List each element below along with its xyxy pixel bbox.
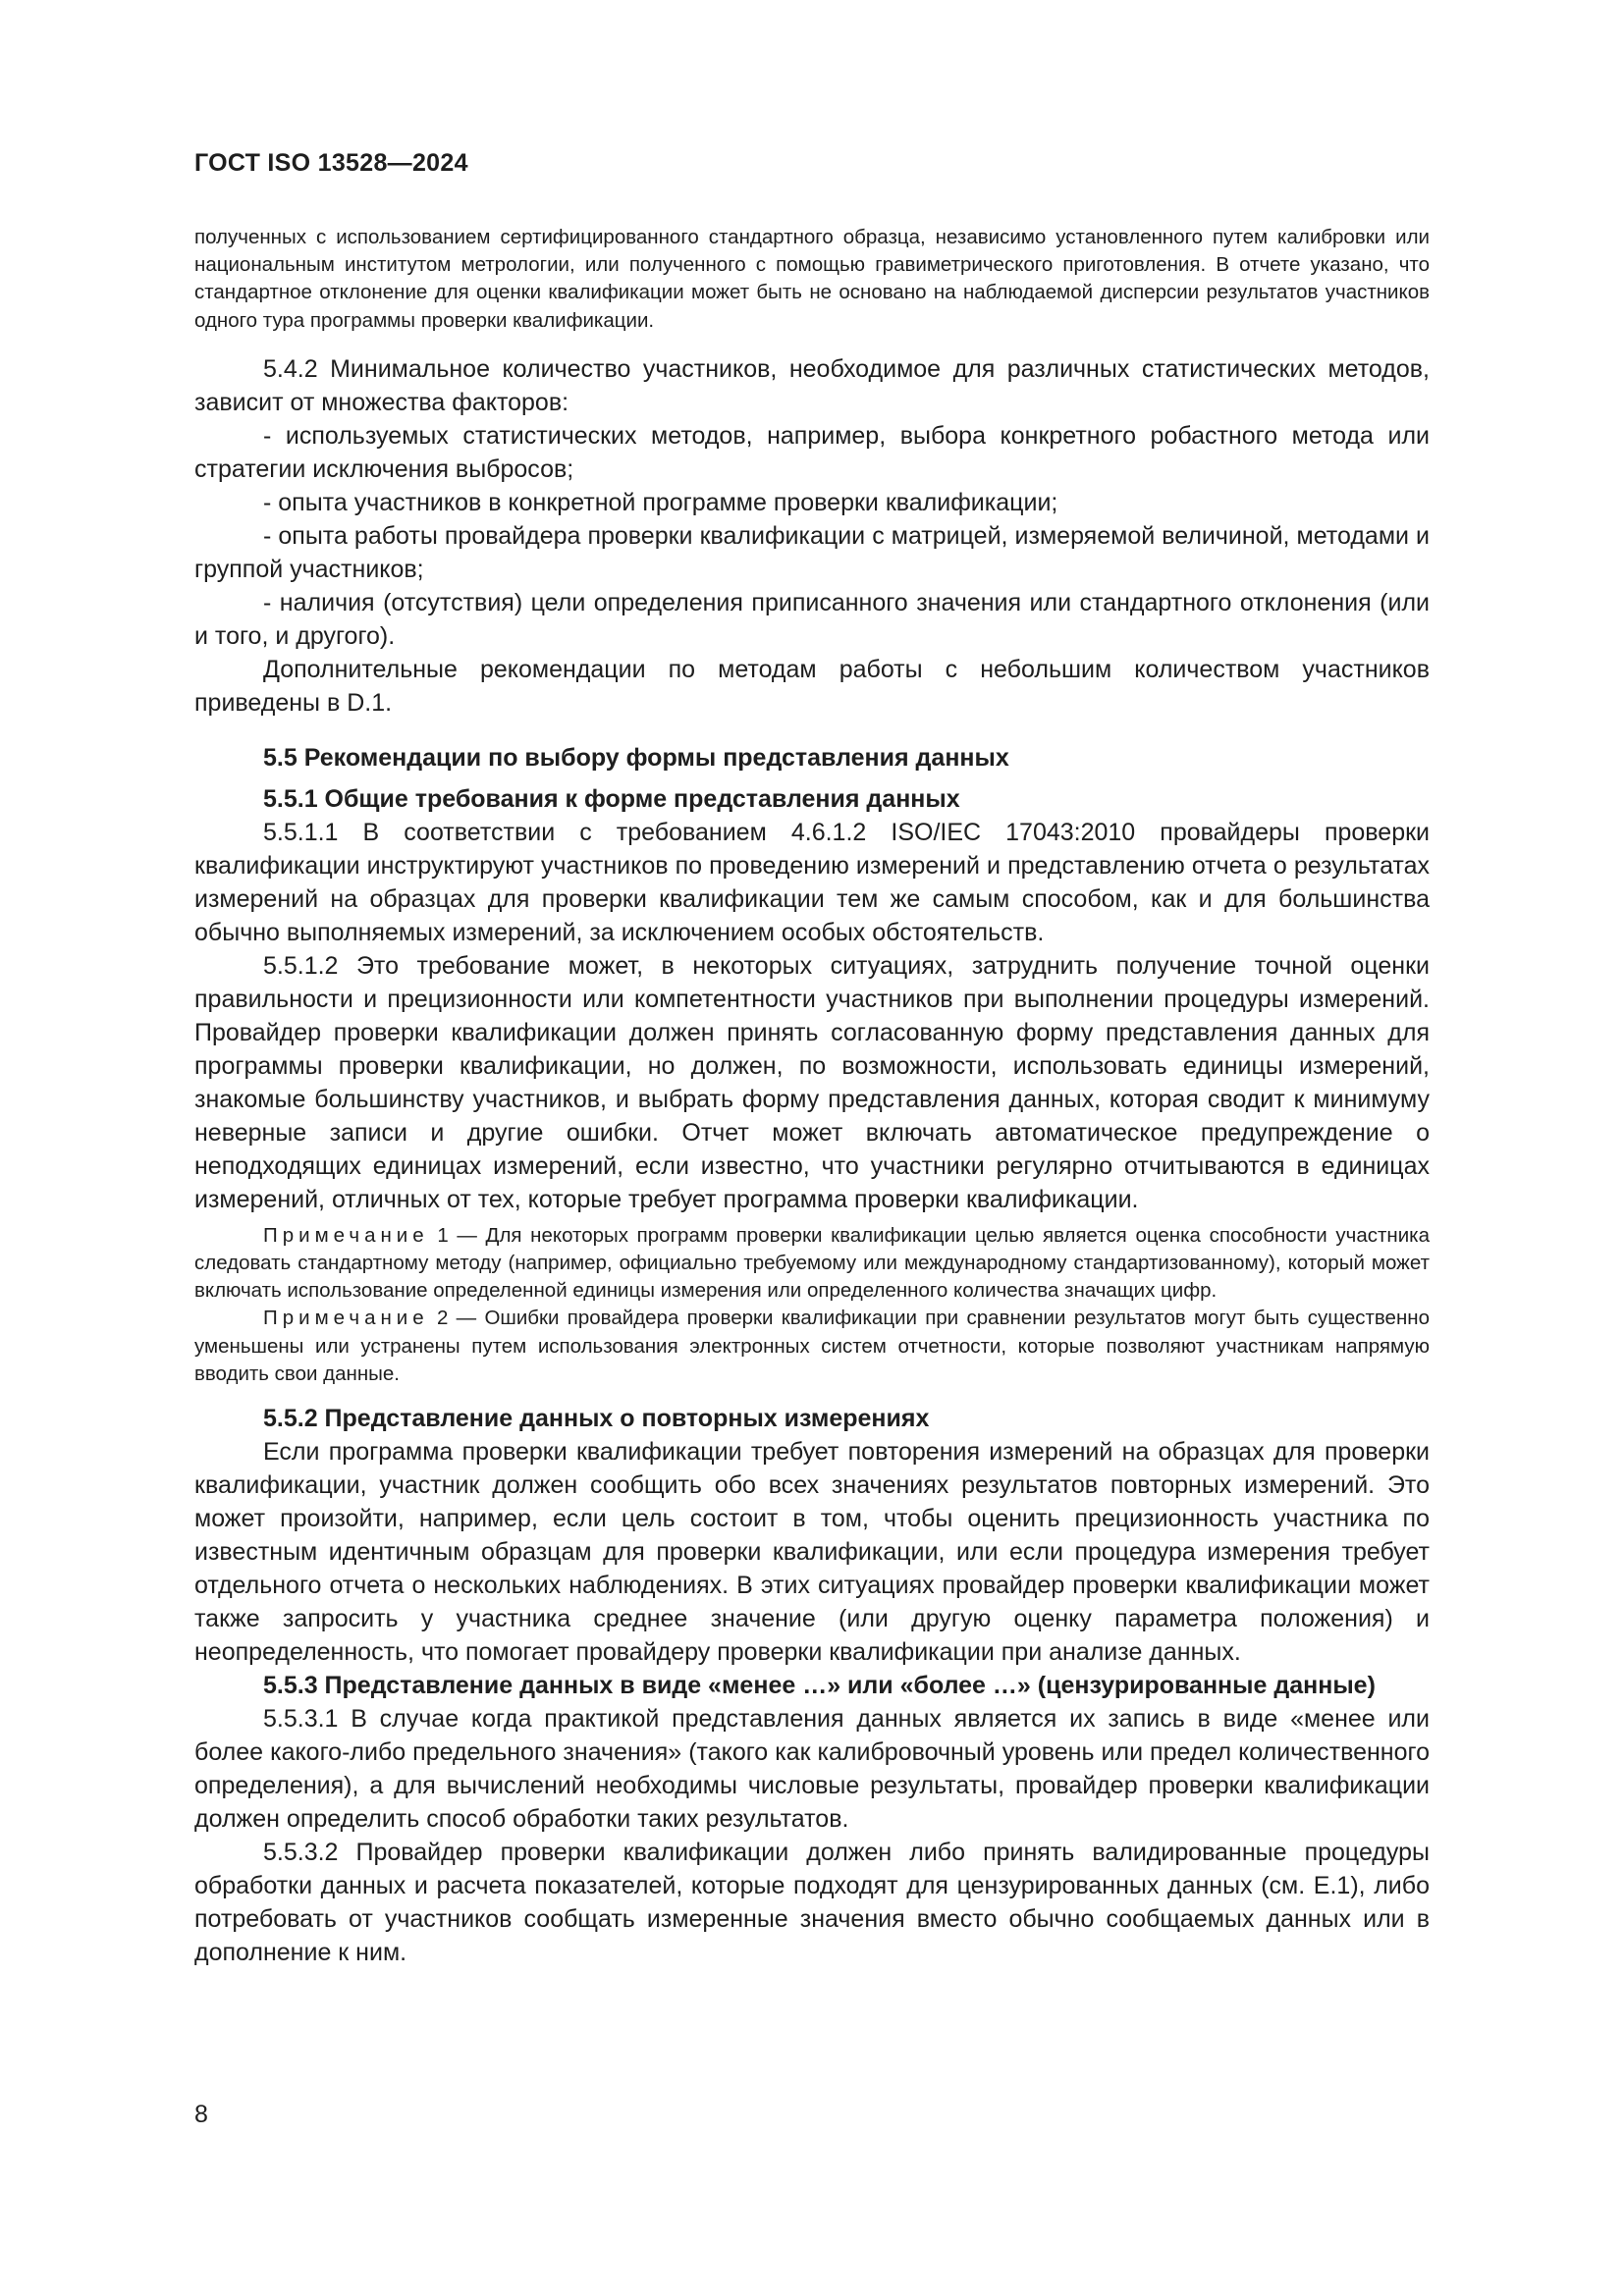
paragraph-5-5-3-2: 5.5.3.2 Провайдер проверки квалификации должен либо принять валидированные процедуры обработки данных и расчета показателей, которые подходят для цензурированных данных (см. Е.1), либо потребовать от участников сообщать измеренные значения вместо обычно сообщаемых данных или в дополнение к ним. bbox=[194, 1839, 1430, 1967]
note-1-text: 1 — Для некоторых программ проверки квалификации целью является оценка способности участника следовать стандартному методу (например, официально требуемому или международному стандартизованному), который может включать использование определенной единицы измерения или определенного количества значащих цифр. bbox=[194, 1223, 1430, 1303]
page-body bbox=[194, 224, 1430, 1969]
list-item-statistical-methods: - используемых статистических методов, например, выбора конкретного робастного метода или стратегии исключения выбросов; bbox=[194, 421, 1430, 483]
list-item-assigned-value-goal: - наличия (отсутствия) цели определения приписанного значения или стандартного отклонения (или и того, и другого). bbox=[194, 588, 1430, 650]
note-1 bbox=[194, 1222, 1430, 1306]
paragraph-5-5-1-2: 5.5.1.2 Это требование может, в некоторых ситуациях, затруднить получение точной оценки правильности и прецизионности или компетентности участников при выполнении процедуры измерений. Провайдер проверки квалификации должен принять согласованную форму представления данных для программы проверки квалификации, но должен, по возможности, использовать единицы измерений, знакомые большинству участников, и выбрать форму представления данных, которая сводит к минимуму неверные записи и другие ошибки. Отчет может включать автоматическое предупреждение о неподходящих единицах измерений, если известно, что участники регулярно отчитываются в единицах измерений, отличных от тех, которые требует программа проверки квалификации. bbox=[194, 951, 1430, 1213]
page-number: 8 bbox=[194, 2101, 208, 2128]
section-heading-5-5: 5.5 Рекомендации по выбору формы представления данных bbox=[263, 743, 1009, 772]
paragraph-5-5-2: Если программа проверки квалификации требует повторения измерений на образцах для проверки квалификации, участник должен сообщить обо всех значениях результатов повторных измерений. Это может произойти, например, если цель состоит в том, чтобы оценить прецизионность участника по известным идентичным образцам для проверки квалификации, или если процедура измерения требует отдельного отчета о нескольких наблюдениях. В этих ситуациях провайдер проверки квалификации может также запросить у участника среднее значение (или другую оценку параметра положения) и неопределенность, что помогает провайдеру проверки квалификации при анализе данных. bbox=[194, 1438, 1430, 1667]
note-1-label: Примечание bbox=[263, 1223, 429, 1247]
paragraph-5-5-1-1: 5.5.1.1 В соответствии с требованием 4.6.1.2 ISO/IEC 17043:2010 провайдеры проверки квалификации инструктируют участников по проведению измерений и представлению отчета о результатах измерений на образцах для проверки квалификации тем же самым способом, как и для большинства обычно выполняемых измерений, за исключением особых обстоятельств. bbox=[194, 818, 1430, 946]
section-heading-5-5-1: 5.5.1 Общие требования к форме представления данных bbox=[263, 784, 960, 813]
note-2-label: Примечание bbox=[263, 1307, 429, 1330]
section-heading-5-5-2: 5.5.2 Представление данных о повторных измерениях bbox=[263, 1405, 930, 1433]
paragraph-intro-continued: полученных с использованием сертифицированного стандартного образца, независимо установленного путем калибровки или национальным институтом метрологии, или полученного с помощью гравиметрического приготовления. В отчете указано, что стандартное отклонение для оценки квалификации может быть не основано на наблюдаемой дисперсии результатов участников одного тура программы проверки квалификации. bbox=[194, 226, 1430, 332]
list-item-provider-experience: - опыта работы провайдера проверки квалификации с матрицей, измеряемой величиной, методами и группой участников; bbox=[194, 521, 1430, 583]
note-2-text: 2 — Ошибки провайдера проверки квалификации при сравнении результатов могут быть существенно уменьшены или устранены путем использования электронных систем отчетности, которые позволяют участникам напрямую вводить свои данные. bbox=[194, 1307, 1430, 1385]
paragraph-5-4-2: 5.4.2 Минимальное количество участников, необходимое для различных статистических методов, зависит от множества факторов: bbox=[194, 354, 1430, 416]
list-item-participant-experience: - опыта участников в конкретной программе проверки квалификации; bbox=[263, 488, 1058, 516]
section-heading-5-5-3: 5.5.3 Представление данных в виде «менее …» или «более …» (цензурированные данные) bbox=[263, 1672, 1376, 1700]
paragraph-additional-recommendations: Дополнительные рекомендации по методам работы с небольшим количеством участников приведены в D.1. bbox=[194, 655, 1430, 717]
paragraph-5-5-3-1: 5.5.3.1 В случае когда практикой представления данных является их запись в виде «менее или более какого-либо предельного значения» (такого как калибровочный уровень или предел количественного определения), а для вычислений необходимы числовые результаты, провайдер проверки квалификации должен определить способ обработки таких результатов. bbox=[194, 1705, 1430, 1834]
document-header: ГОСТ ISO 13528—2024 bbox=[194, 149, 468, 177]
note-2 bbox=[194, 1305, 1430, 1388]
